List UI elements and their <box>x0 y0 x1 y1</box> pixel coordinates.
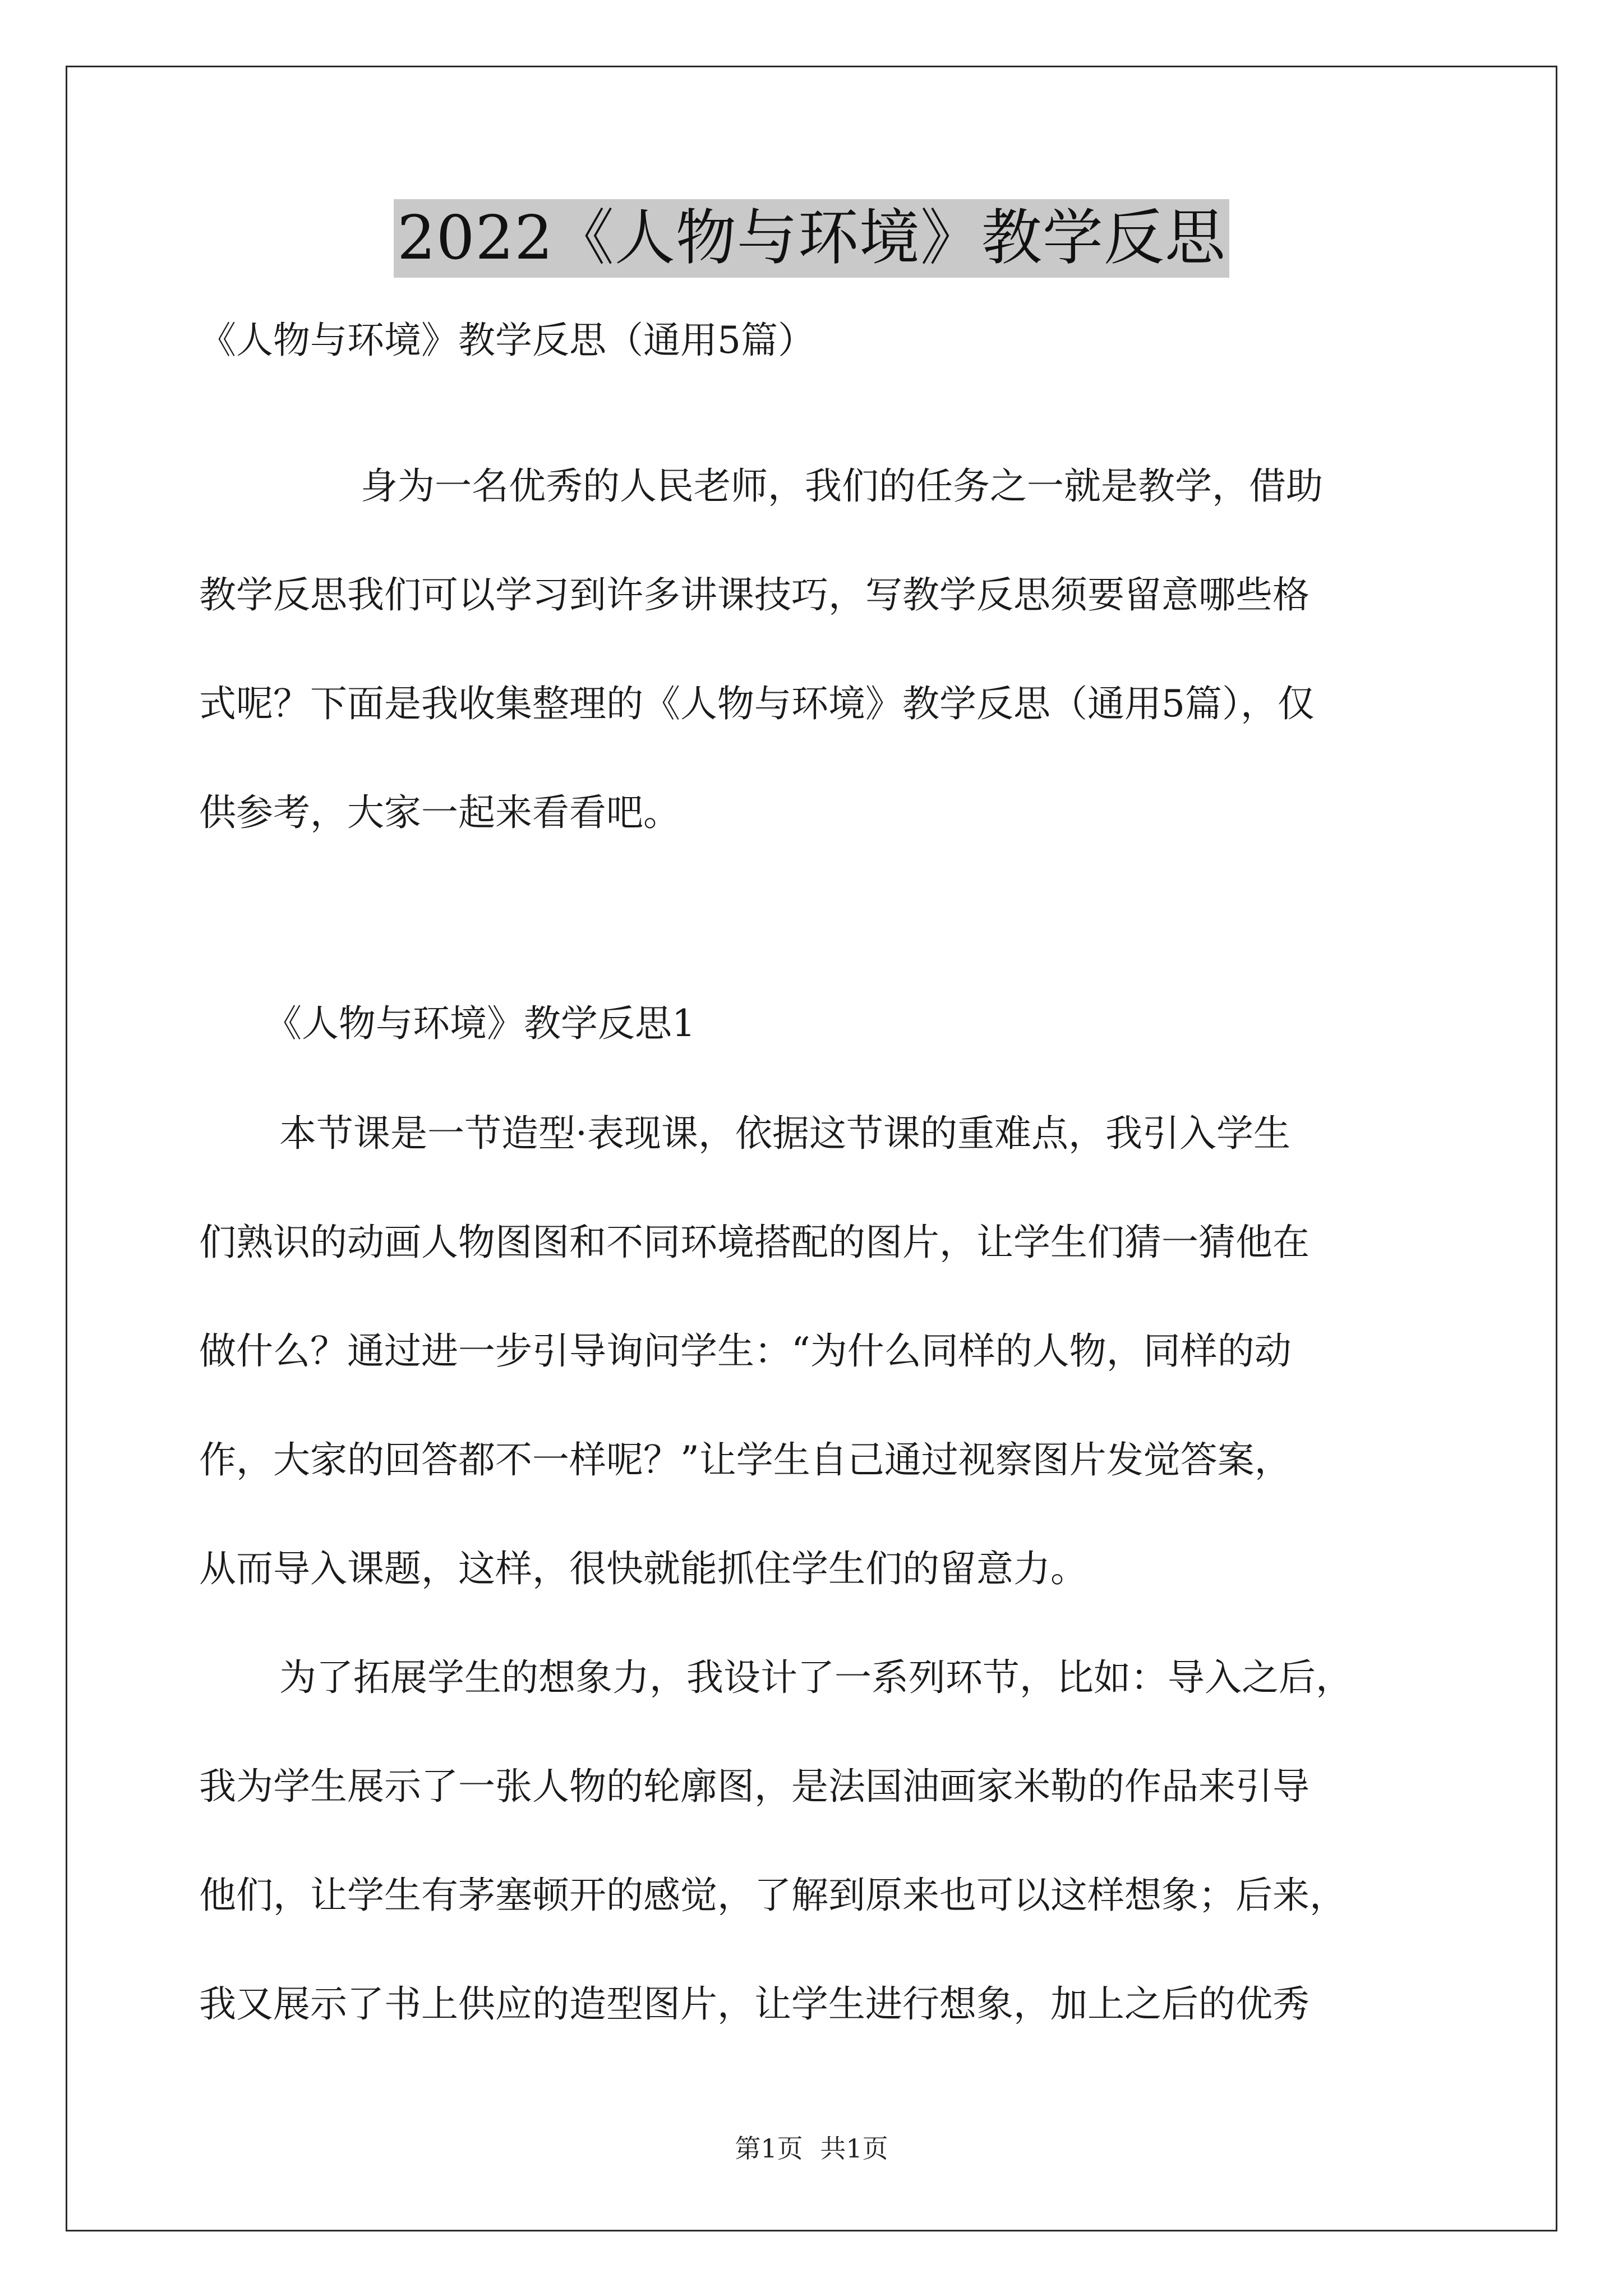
paragraph-line: 本节课是一节造型·表现课，依据这节课的重难点，我引入学生 <box>279 1112 1290 1155</box>
paragraph-line: 做什么？通过进一步引导询问学生：“为什么同样的人物，同样的动 <box>199 1329 1292 1373</box>
paragraph-line: 我又展示了书上供应的造型图片，让学生进行想象，加上之后的优秀 <box>199 1982 1310 2026</box>
page-number: 第1页 <box>735 2133 803 2164</box>
paragraph-line: 从而导入课题，这样，很快就能抓住学生们的留意力。 <box>199 1547 1087 1590</box>
paragraph-line: 们熟识的动画人物图图和不同环境搭配的图片，让学生们猜一猜他在 <box>199 1221 1310 1264</box>
intro-line: 供参考，大家一起来看看吧。 <box>199 791 680 834</box>
intro-line: 身为一名优秀的人民老师，我们的任务之一就是教学，借助 <box>361 464 1323 508</box>
subtitle: 《人物与环境》教学反思（通用5篇） <box>199 319 815 362</box>
paragraph-line: 我为学生展示了一张人物的轮廓图，是法国油画家米勒的作品来引导 <box>199 1765 1310 1808</box>
paragraph-line: 作，大家的回答都不一样呢？”让学生自己通过视察图片发觉答案， <box>199 1438 1292 1481</box>
section-heading: 《人物与环境》教学反思1 <box>265 1002 695 1045</box>
title-container <box>0 199 1623 278</box>
paragraph-line: 为了拓展学生的想象力，我设计了一系列环节，比如：导入之后， <box>279 1656 1353 1699</box>
intro-line: 教学反思我们可以学习到许多讲课技巧，写教学反思须要留意哪些格 <box>199 573 1310 616</box>
page-footer <box>0 2132 1623 2165</box>
page-total: 共1页 <box>820 2133 888 2164</box>
paragraph-line: 他们，让学生有茅塞顿开的感觉，了解到原来也可以这样想象；后来， <box>199 1874 1347 1917</box>
intro-line: 式呢？下面是我收集整理的《人物与环境》教学反思（通用5篇），仅 <box>199 682 1315 725</box>
document-title: 2022《人物与环境》教学反思 <box>394 199 1229 278</box>
